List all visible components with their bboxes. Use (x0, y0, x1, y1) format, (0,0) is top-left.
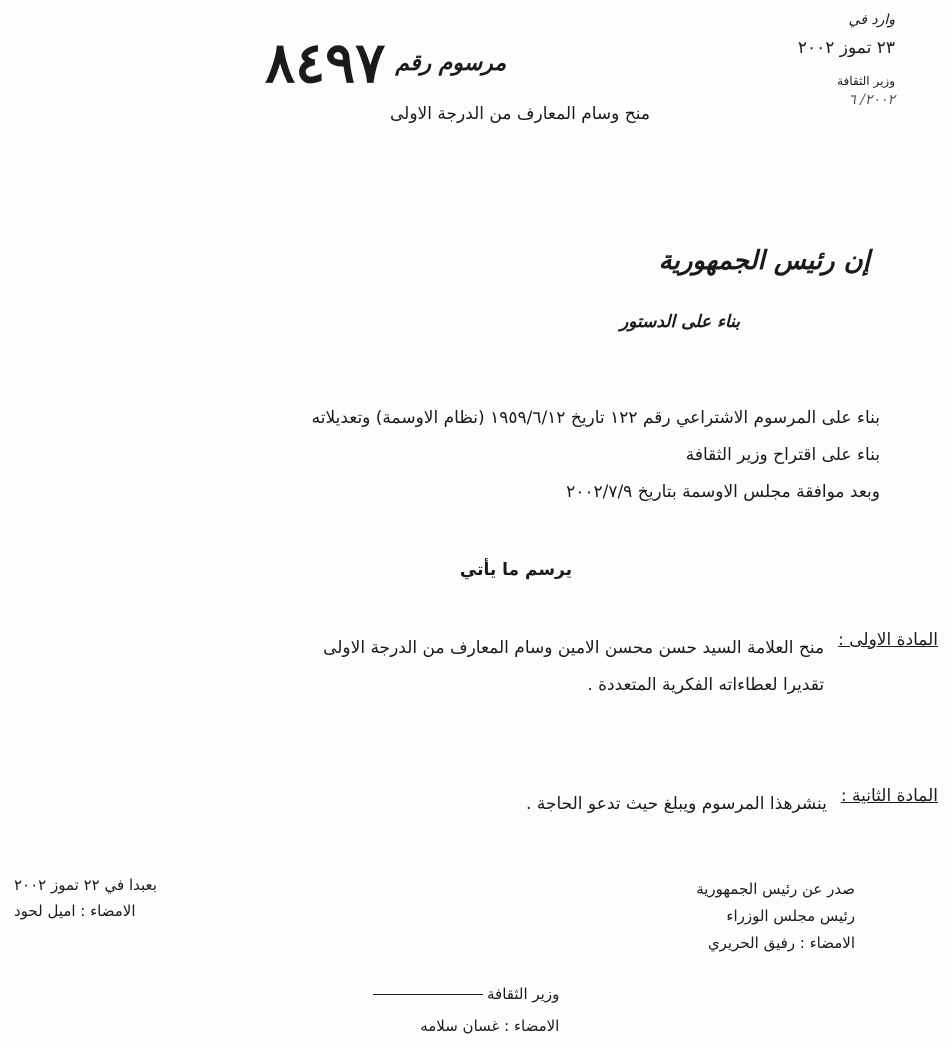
minister-signature: الامضاء : غسان سلامه (420, 1017, 560, 1035)
decree-subject: منح وسام المعارف من الدرجة الاولى (389, 104, 650, 124)
article-body (323, 630, 824, 704)
article-label: المادة الثانية : (840, 786, 938, 806)
article-line: تقديرا لعطاءاته الفكرية المتعددة . (587, 675, 825, 695)
article-line: منح العلامة السيد حسن محسن الامين وسام المعارف من الدرجة الاولى (323, 638, 825, 658)
received-stamp (798, 12, 895, 108)
pm-title: رئيس مجلس الوزراء (726, 907, 855, 925)
president-title: إن رئيس الجمهورية (658, 246, 870, 276)
received-mark: ٢٠٠٢/ ٦ (848, 92, 895, 108)
decrees-line: يرسم ما يأتي (459, 560, 572, 580)
received-ministry: وزير الثقافة (837, 74, 895, 88)
signature-line (373, 994, 483, 995)
president-signature: الامضاء : اميل لحود (14, 902, 136, 920)
received-date: ٢٣ تموز ٢٠٠٢ (797, 38, 895, 58)
article-label: المادة الاولى : (838, 630, 938, 650)
minister-signature-block (373, 978, 559, 1042)
pm-signature-block (696, 876, 855, 957)
place-date: بعبدا في ٢٢ تموز ٢٠٠٢ (14, 876, 157, 894)
article-first (323, 630, 938, 704)
preamble-line: بناء على اقتراح وزير الثقافة (685, 445, 880, 465)
pm-signature: الامضاء : رفيق الحريري (707, 934, 855, 952)
received-label: وارد في (848, 12, 895, 28)
issued-by: صدر عن رئيس الجمهورية (696, 880, 855, 898)
constitution-line: بناء على الدستور (619, 312, 740, 332)
preamble-line: بناء على المرسوم الاشتراعي رقم ١٢٢ تاريخ ١٩٥٩/٦/١٢ (نظام الاوسمة) وتعديلاته (311, 408, 880, 428)
article-second (526, 786, 938, 823)
minister-title: وزير الثقافة (487, 985, 560, 1003)
preamble (312, 400, 880, 511)
article-line: ينشرهذا المرسوم ويبلغ حيث تدعو الحاجة . (526, 794, 827, 814)
preamble-line: وبعد موافقة مجلس الاوسمة بتاريخ ٢٠٠٢/٧/٩ (566, 482, 880, 502)
decree-label: مرسوم رقم (395, 50, 507, 76)
decree-number: ٨٤٩٧ (265, 30, 386, 96)
decree-heading (265, 28, 506, 98)
article-body (526, 786, 827, 823)
president-signature-block (14, 872, 157, 924)
